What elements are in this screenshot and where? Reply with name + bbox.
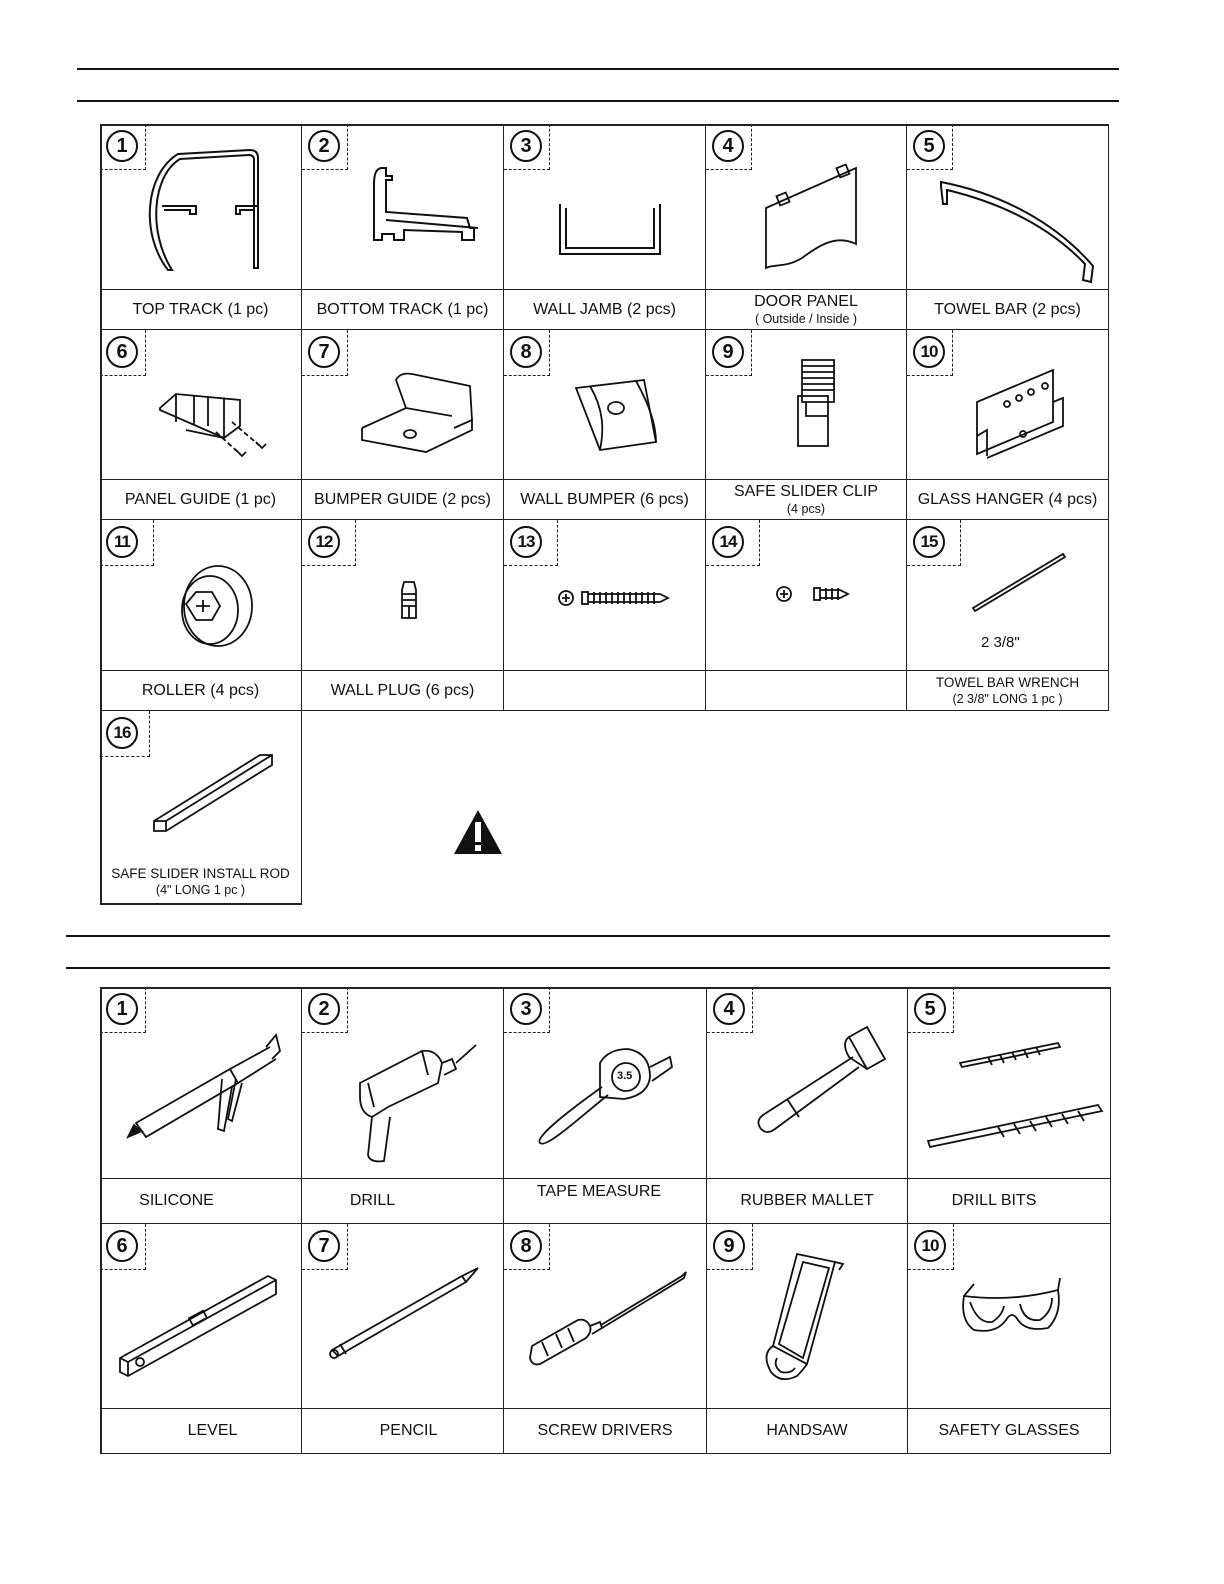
part-cell-6: [100, 330, 302, 480]
mallet-icon: [707, 987, 908, 1179]
header-rule-top: [77, 68, 1119, 70]
bottom-track-icon: [302, 124, 504, 290]
safety-glasses-icon: [908, 1224, 1111, 1409]
part-cell-11: [100, 520, 302, 671]
part-cell-3: [504, 124, 706, 290]
part-number-1: 1: [100, 124, 146, 170]
tool-label-7: PENCIL: [302, 1409, 504, 1454]
part-label-15: TOWEL BAR WRENCH (2 3/8" LONG 1 pc ): [907, 671, 1109, 711]
tool-cell-10: [908, 1224, 1111, 1409]
header-rule-bottom: [77, 100, 1119, 102]
wall-plug-icon: [302, 520, 504, 671]
tool-number-3: 3: [504, 987, 550, 1033]
tool-label-8: SCREW DRIVERS: [504, 1409, 707, 1454]
part-cell-5: [907, 124, 1109, 290]
tool-number-2: 2: [302, 987, 348, 1033]
part-cell-7: [302, 330, 504, 480]
tool-cell-3: [504, 987, 707, 1179]
part-label-9: SAFE SLIDER CLIP (4 pcs): [706, 480, 907, 520]
section-rule-bottom: [66, 967, 1110, 969]
part-label-1: TOP TRACK (1 pc): [100, 290, 302, 330]
level-icon: [100, 1224, 302, 1409]
tool-label-3: TAPE MEASURE: [504, 1179, 707, 1224]
tool-number-9: 9: [707, 1224, 753, 1270]
part-label-16: SAFE SLIDER INSTALL ROD (4" LONG 1 pc ): [100, 861, 302, 904]
towel-bar-icon: [907, 124, 1109, 290]
part-cell-9: [706, 330, 907, 480]
part-number-5: 5: [907, 124, 953, 170]
tool-cell-1: [100, 987, 302, 1179]
drill-icon: [302, 987, 504, 1179]
tool-label-6: LEVEL: [100, 1409, 302, 1454]
part-label-2: BOTTOM TRACK (1 pc): [302, 290, 504, 330]
tool-cell-2: [302, 987, 504, 1179]
part-number-9: 9: [706, 330, 752, 376]
part-number-7: 7: [302, 330, 348, 376]
tool-cell-8: [504, 1224, 707, 1409]
tool-cell-4: [707, 987, 908, 1179]
tool-number-6: 6: [100, 1224, 146, 1270]
section-rule-top: [66, 935, 1110, 937]
part-cell-4: [706, 124, 907, 290]
tool-label-2: DRILL: [302, 1179, 504, 1224]
part-number-13: 13: [504, 520, 558, 566]
tool-number-5: 5: [908, 987, 954, 1033]
roller-icon: [100, 520, 302, 671]
tool-label-10: SAFETY GLASSES: [908, 1409, 1111, 1454]
wall-jamb-icon: [504, 124, 706, 290]
part-label-7: BUMPER GUIDE (2 pcs): [302, 480, 504, 520]
tool-number-4: 4: [707, 987, 753, 1033]
tool-number-8: 8: [504, 1224, 550, 1270]
part-cell-13: [504, 520, 706, 671]
part-label-6: PANEL GUIDE (1 pc): [100, 480, 302, 520]
part-label-12: WALL PLUG (6 pcs): [302, 671, 504, 711]
part-cell-2: [302, 124, 504, 290]
part-cell-1: [100, 124, 302, 290]
part-cell-12: [302, 520, 504, 671]
wall-bumper-icon: [504, 330, 706, 480]
door-panel-icon: [706, 124, 907, 290]
wrench-length-note: 2 3/8": [981, 634, 1020, 651]
tool-number-7: 7: [302, 1224, 348, 1270]
part-number-2: 2: [302, 124, 348, 170]
part-label-4: DOOR PANEL ( Outside / Inside ): [706, 290, 907, 330]
tools-grid: [100, 987, 1112, 1454]
tape-measure-icon: [504, 987, 707, 1179]
tool-label-5: DRILL BITS: [908, 1179, 1111, 1224]
safe-slider-clip-icon: [706, 330, 907, 480]
panel-guide-icon: [100, 330, 302, 480]
part-cell-14: [706, 520, 907, 671]
part-label-10: GLASS HANGER (4 pcs): [907, 480, 1109, 520]
part-number-12: 12: [302, 520, 356, 566]
part-label-5: TOWEL BAR (2 pcs): [907, 290, 1109, 330]
tool-cell-7: [302, 1224, 504, 1409]
part-label-8: WALL BUMPER (6 pcs): [504, 480, 706, 520]
tape-measure-badge: 3.5: [617, 1070, 633, 1082]
warning-triangle-icon: [452, 808, 504, 856]
part-cell-8: [504, 330, 706, 480]
caulk-gun-icon: [100, 987, 302, 1179]
handsaw-icon: [707, 1224, 908, 1409]
part-label-3: WALL JAMB (2 pcs): [504, 290, 706, 330]
pencil-icon: [302, 1224, 504, 1409]
part-label-11: ROLLER (4 pcs): [100, 671, 302, 711]
part-number-8: 8: [504, 330, 550, 376]
part-number-15: 15: [907, 520, 961, 566]
part-cell-15: [907, 520, 1109, 671]
tool-label-1: SILICONE: [100, 1179, 302, 1224]
part-number-3: 3: [504, 124, 550, 170]
short-screw-icon: [706, 520, 907, 671]
part-label-13: [504, 671, 706, 711]
part-label-14: [706, 671, 907, 711]
tool-number-10: 10: [908, 1224, 954, 1270]
part-number-6: 6: [100, 330, 146, 376]
part-cell-10: [907, 330, 1109, 480]
tool-cell-5: [908, 987, 1111, 1179]
install-rod-icon: [100, 711, 302, 861]
part-number-11: 11: [100, 520, 154, 566]
part-number-16: 16: [100, 711, 150, 757]
glass-hanger-icon: [907, 330, 1109, 480]
long-screw-icon: [504, 520, 706, 671]
top-track-icon: [100, 124, 302, 290]
parts-grid: [100, 124, 1110, 897]
tool-cell-6: [100, 1224, 302, 1409]
tool-number-1: 1: [100, 987, 146, 1033]
screwdriver-icon: [504, 1224, 707, 1409]
part-cell-16: [100, 711, 302, 861]
drill-bits-icon: [908, 987, 1111, 1179]
bumper-guide-icon: [302, 330, 504, 480]
part-number-10: 10: [907, 330, 953, 376]
part-number-14: 14: [706, 520, 760, 566]
tool-label-9: HANDSAW: [707, 1409, 908, 1454]
tool-label-4: RUBBER MALLET: [707, 1179, 908, 1224]
part-number-4: 4: [706, 124, 752, 170]
tool-cell-9: [707, 1224, 908, 1409]
